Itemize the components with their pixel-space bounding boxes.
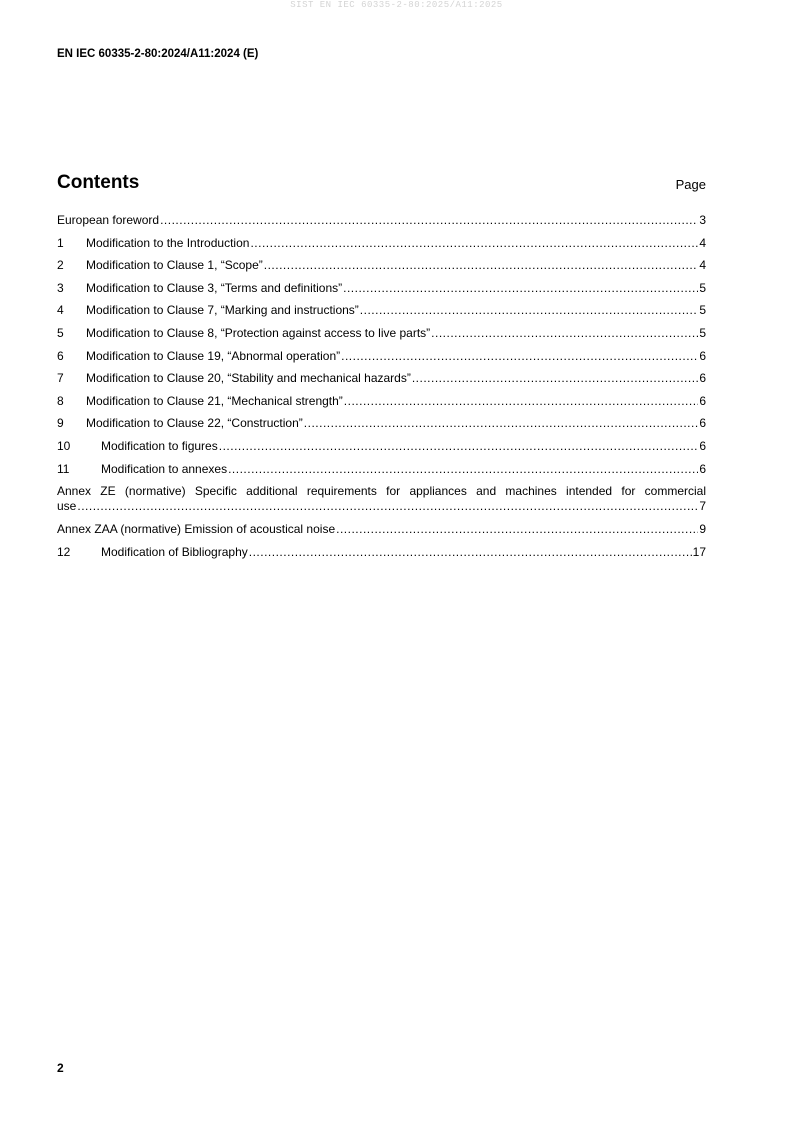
toc-leader-dots xyxy=(264,258,699,272)
toc-leader-dots xyxy=(249,545,692,559)
toc-entry-number: 11 xyxy=(57,461,70,476)
toc-entry-page: 6 xyxy=(699,393,706,408)
toc-entry-page: 6 xyxy=(699,438,706,453)
document-id: EN IEC 60335-2-80:2024/A11:2024 (E) xyxy=(57,48,259,60)
toc-entry-1[interactable] xyxy=(57,236,706,259)
toc-entry-7[interactable] xyxy=(57,371,706,394)
table-of-contents xyxy=(57,213,706,567)
toc-entry-4[interactable] xyxy=(57,303,706,326)
toc-entry-european-foreword[interactable] xyxy=(57,213,706,236)
toc-entry-label: Annex ZE (normative) Specific additional requirements for appliances and machines intended for commercial xyxy=(57,484,706,499)
toc-entry-11[interactable] xyxy=(57,462,706,485)
toc-entry-label: Modification to annexes xyxy=(101,461,228,476)
toc-entry-page: 5 xyxy=(699,325,706,340)
toc-entry-page: 9 xyxy=(699,522,706,537)
toc-entry-page: 17 xyxy=(692,544,706,559)
toc-leader-dots xyxy=(228,462,698,476)
toc-entry-label: Modification to Clause 1, “Scope” xyxy=(86,258,263,273)
toc-entry-9[interactable] xyxy=(57,416,706,439)
toc-entry-number: 1 xyxy=(57,235,64,250)
toc-entry-number: 3 xyxy=(57,280,64,295)
toc-leader-dots xyxy=(412,371,698,385)
toc-entry-label: Modification of Bibliography xyxy=(101,544,248,559)
toc-entry-number: 5 xyxy=(57,325,64,340)
toc-entry-2[interactable] xyxy=(57,258,706,281)
toc-entry-6[interactable] xyxy=(57,349,706,372)
toc-leader-dots xyxy=(344,394,699,408)
toc-entry-page: 6 xyxy=(699,348,706,363)
toc-entry-page: 6 xyxy=(699,461,706,476)
toc-entry-number: 7 xyxy=(57,371,64,386)
page-number: 2 xyxy=(57,1061,64,1075)
toc-entry-page: 5 xyxy=(699,303,706,318)
toc-entry-page: 7 xyxy=(699,499,706,514)
toc-entry-number: 6 xyxy=(57,348,64,363)
toc-leader-dots xyxy=(431,326,698,340)
toc-entry-number: 10 xyxy=(57,438,71,453)
toc-entry-10[interactable] xyxy=(57,439,706,462)
toc-entry-label: Modification to Clause 22, “Construction” xyxy=(86,416,303,431)
toc-entry-number: 9 xyxy=(57,416,64,431)
toc-leader-dots xyxy=(77,499,698,513)
watermark: SIST EN IEC 60335-2-80:2025/A11:2025 xyxy=(290,0,503,10)
toc-entry-page: 6 xyxy=(699,371,706,386)
toc-entry-page: 3 xyxy=(699,213,706,227)
toc-entry-12[interactable] xyxy=(57,545,706,568)
toc-entry-label: Modification to figures xyxy=(101,438,218,453)
toc-leader-dots xyxy=(336,522,698,536)
toc-entry-page: 4 xyxy=(699,258,706,273)
toc-entry-3[interactable] xyxy=(57,281,706,304)
toc-entry-label: Modification to Clause 3, “Terms and definitions” xyxy=(86,280,343,295)
toc-entry-label: Modification to Clause 20, “Stability and mechanical hazards” xyxy=(86,371,411,386)
toc-entry-annex-zaa[interactable] xyxy=(57,522,706,545)
toc-entry-label-continued: use xyxy=(57,499,77,514)
toc-entry-label: Modification to Clause 8, “Protection against access to live parts” xyxy=(86,325,431,340)
toc-entry-page: 4 xyxy=(699,235,706,250)
toc-entry-number: 8 xyxy=(57,393,64,408)
toc-entry-label: Modification to Clause 21, “Mechanical strength” xyxy=(86,393,343,408)
toc-entry-number: 4 xyxy=(57,303,64,318)
toc-entry-page: 5 xyxy=(699,280,706,295)
toc-leader-dots xyxy=(219,439,699,453)
toc-page-label: Page xyxy=(675,177,706,192)
toc-entry-label: Modification to Clause 7, “Marking and instructions” xyxy=(86,303,359,318)
toc-leader-dots xyxy=(160,213,698,227)
toc-heading xyxy=(57,172,706,196)
toc-leader-dots xyxy=(250,236,698,250)
toc-entry-label: Modification to Clause 19, “Abnormal operation” xyxy=(86,348,341,363)
toc-leader-dots xyxy=(360,303,699,317)
toc-entry-number: 2 xyxy=(57,258,64,273)
toc-leader-dots xyxy=(343,281,698,295)
toc-title: Contents xyxy=(57,172,140,193)
toc-leader-dots xyxy=(341,349,698,363)
toc-entry-page: 6 xyxy=(699,416,706,431)
toc-entry-label: European foreword xyxy=(57,213,160,227)
toc-entry-label: Modification to the Introduction xyxy=(86,235,250,250)
toc-entry-annex-ze[interactable] xyxy=(57,484,706,522)
toc-entry-number: 12 xyxy=(57,544,71,559)
toc-entry-8[interactable] xyxy=(57,394,706,417)
toc-entry-5[interactable] xyxy=(57,326,706,349)
toc-entry-label: Annex ZAA (normative) Emission of acoustical noise xyxy=(57,522,336,537)
toc-leader-dots xyxy=(304,416,699,430)
